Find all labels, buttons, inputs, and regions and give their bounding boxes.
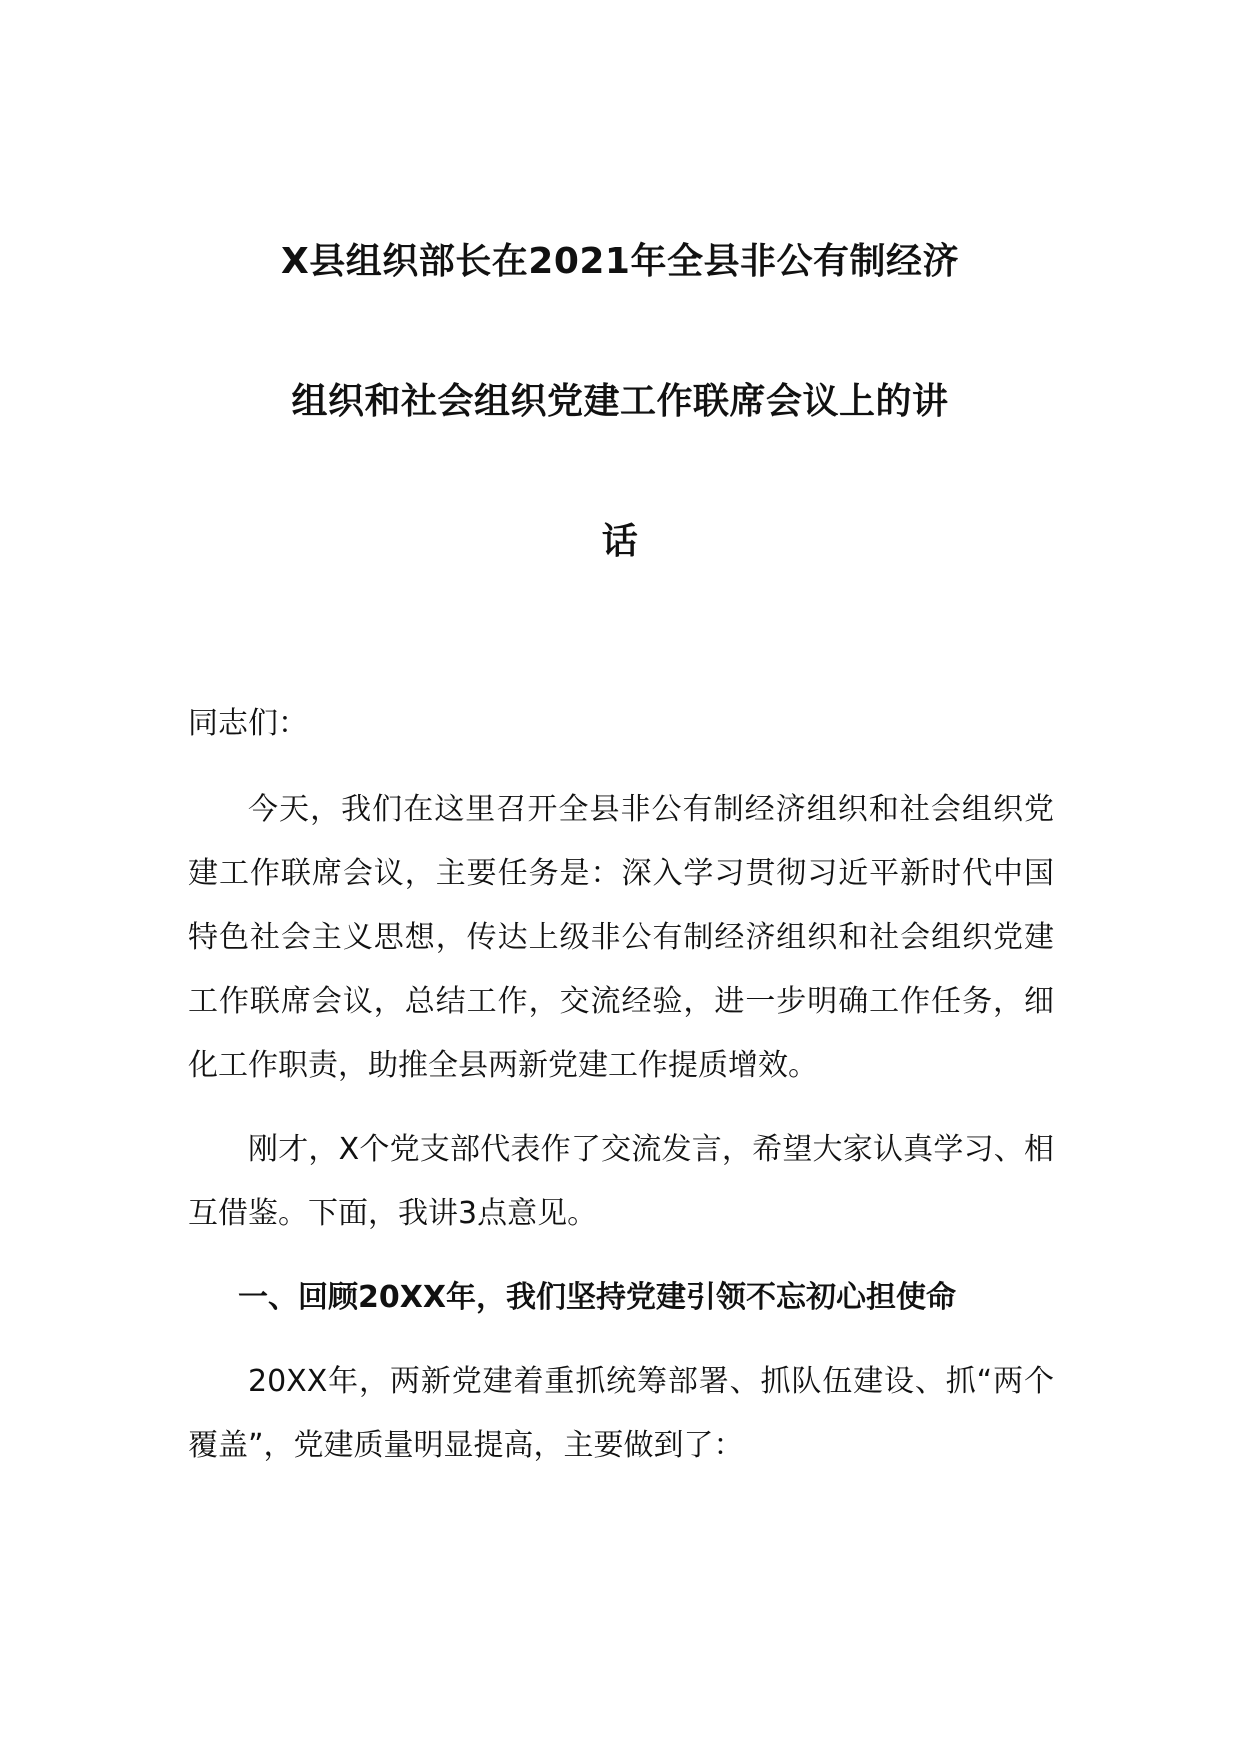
- salutation: 同志们：: [188, 706, 308, 741]
- title-line-3: 话: [601, 521, 639, 562]
- section-heading-1: 一、回顾20XX年，我们坚持党建引领不忘初心担使命: [238, 1280, 957, 1315]
- section-1-paragraph: 20XX年，两新党建着重抓统筹部署、抓队伍建设、抓“两个覆盖”，党建质量明显提高，主要做到了：: [188, 1364, 1054, 1463]
- document-body: [188, 692, 1054, 1498]
- paragraph-intro: 今天，我们在这里召开全县非公有制经济组织和社会组织党建工作联席会议，主要任务是：深入学习贯彻习近平新时代中国特色社会主义思想，传达上级非公有制经济组织和社会组织党建工作联席会议，总结工作，交流经验，进一步明确工作任务，细化工作职责，助推全县两新党建工作提质增效。: [188, 792, 1054, 1083]
- paragraph-opinions: 刚才，X个党支部代表作了交流发言，希望大家认真学习、相互借鉴。下面，我讲3点意见。: [188, 1132, 1054, 1231]
- title-line-1: X县组织部长在2021年全县非公有制经济: [281, 241, 959, 282]
- title-line-2: 组织和社会组织党建工作联席会议上的讲: [291, 381, 949, 422]
- document-title: [190, 192, 1050, 612]
